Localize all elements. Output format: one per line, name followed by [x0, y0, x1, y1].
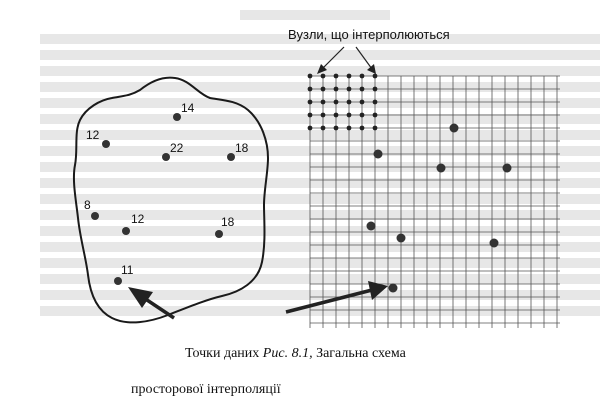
caption-figure-ref: Рис. 8.1, — [262, 346, 313, 361]
data-point-marker — [91, 212, 99, 220]
data-point-marker — [114, 277, 122, 285]
interpolated-node-dot — [360, 87, 365, 92]
data-point-marker — [162, 153, 170, 161]
study-area-outline — [74, 78, 268, 323]
header-pointer-arrows — [317, 47, 376, 74]
data-point-marker — [173, 113, 181, 121]
interpolated-node-dot — [308, 100, 313, 105]
data-point-label: 14 — [181, 101, 195, 115]
data-point-label: 18 — [235, 141, 249, 155]
data-points — [84, 101, 249, 285]
large-arrow-left — [128, 287, 174, 318]
grid-data-point — [397, 234, 406, 243]
interpolated-node-dot — [347, 126, 352, 131]
interpolated-node-dot — [360, 74, 365, 79]
interpolated-node-dot — [308, 74, 313, 79]
data-point-label: 12 — [86, 128, 100, 142]
interpolated-node-dot — [373, 74, 378, 79]
interpolated-node-dot — [321, 87, 326, 92]
data-point-marker — [102, 140, 110, 148]
interpolated-node-dot — [347, 100, 352, 105]
interpolated-node-dot — [360, 113, 365, 118]
interpolated-nodes-label: Вузли, що інтерполюються — [288, 27, 450, 42]
interpolated-node-dot — [360, 100, 365, 105]
interpolated-node-dot — [321, 113, 326, 118]
data-point-label: 11 — [121, 263, 134, 277]
figure-caption — [185, 346, 406, 362]
interpolated-node-dot — [373, 113, 378, 118]
interpolated-node-dot — [334, 87, 339, 92]
interpolated-node-dot — [360, 126, 365, 131]
interpolated-node-dot — [308, 113, 313, 118]
grid-data-point — [367, 222, 376, 231]
interpolated-node-dot — [347, 87, 352, 92]
data-point-marker — [215, 230, 223, 238]
grid-data-point — [389, 284, 398, 293]
interpolated-node-dot — [321, 126, 326, 131]
data-point-label: 18 — [221, 215, 235, 229]
interpolated-node-dot — [321, 74, 326, 79]
large-arrow-right — [286, 281, 388, 312]
grid-data-point — [374, 150, 383, 159]
data-point-marker — [122, 227, 130, 235]
interpolated-node-dot — [321, 100, 326, 105]
grid-data-point — [503, 164, 512, 173]
data-point-label: 8 — [84, 198, 91, 212]
interpolated-node-dot — [334, 126, 339, 131]
interpolated-node-dot — [347, 74, 352, 79]
interpolated-node-dot — [373, 100, 378, 105]
caption-lead: Точки даних — [185, 346, 260, 361]
data-point-label: 12 — [131, 212, 145, 226]
interpolated-node-dot — [308, 126, 313, 131]
interpolated-node-dot — [334, 100, 339, 105]
caption-title: Загальна схема — [316, 346, 406, 361]
grid-data-point — [450, 124, 459, 133]
interpolated-node-dot — [373, 126, 378, 131]
data-point-label: 22 — [170, 141, 184, 155]
interpolated-node-dot — [373, 87, 378, 92]
interpolated-node-dot — [334, 113, 339, 118]
grid-data-point — [490, 239, 499, 248]
figure-caption-line-2: просторової інтерполяції — [131, 382, 281, 397]
interpolated-node-dot — [347, 113, 352, 118]
interpolated-node-dot — [308, 87, 313, 92]
grid-data-point — [437, 164, 446, 173]
interpolated-node-dot — [334, 74, 339, 79]
data-point-marker — [227, 153, 235, 161]
